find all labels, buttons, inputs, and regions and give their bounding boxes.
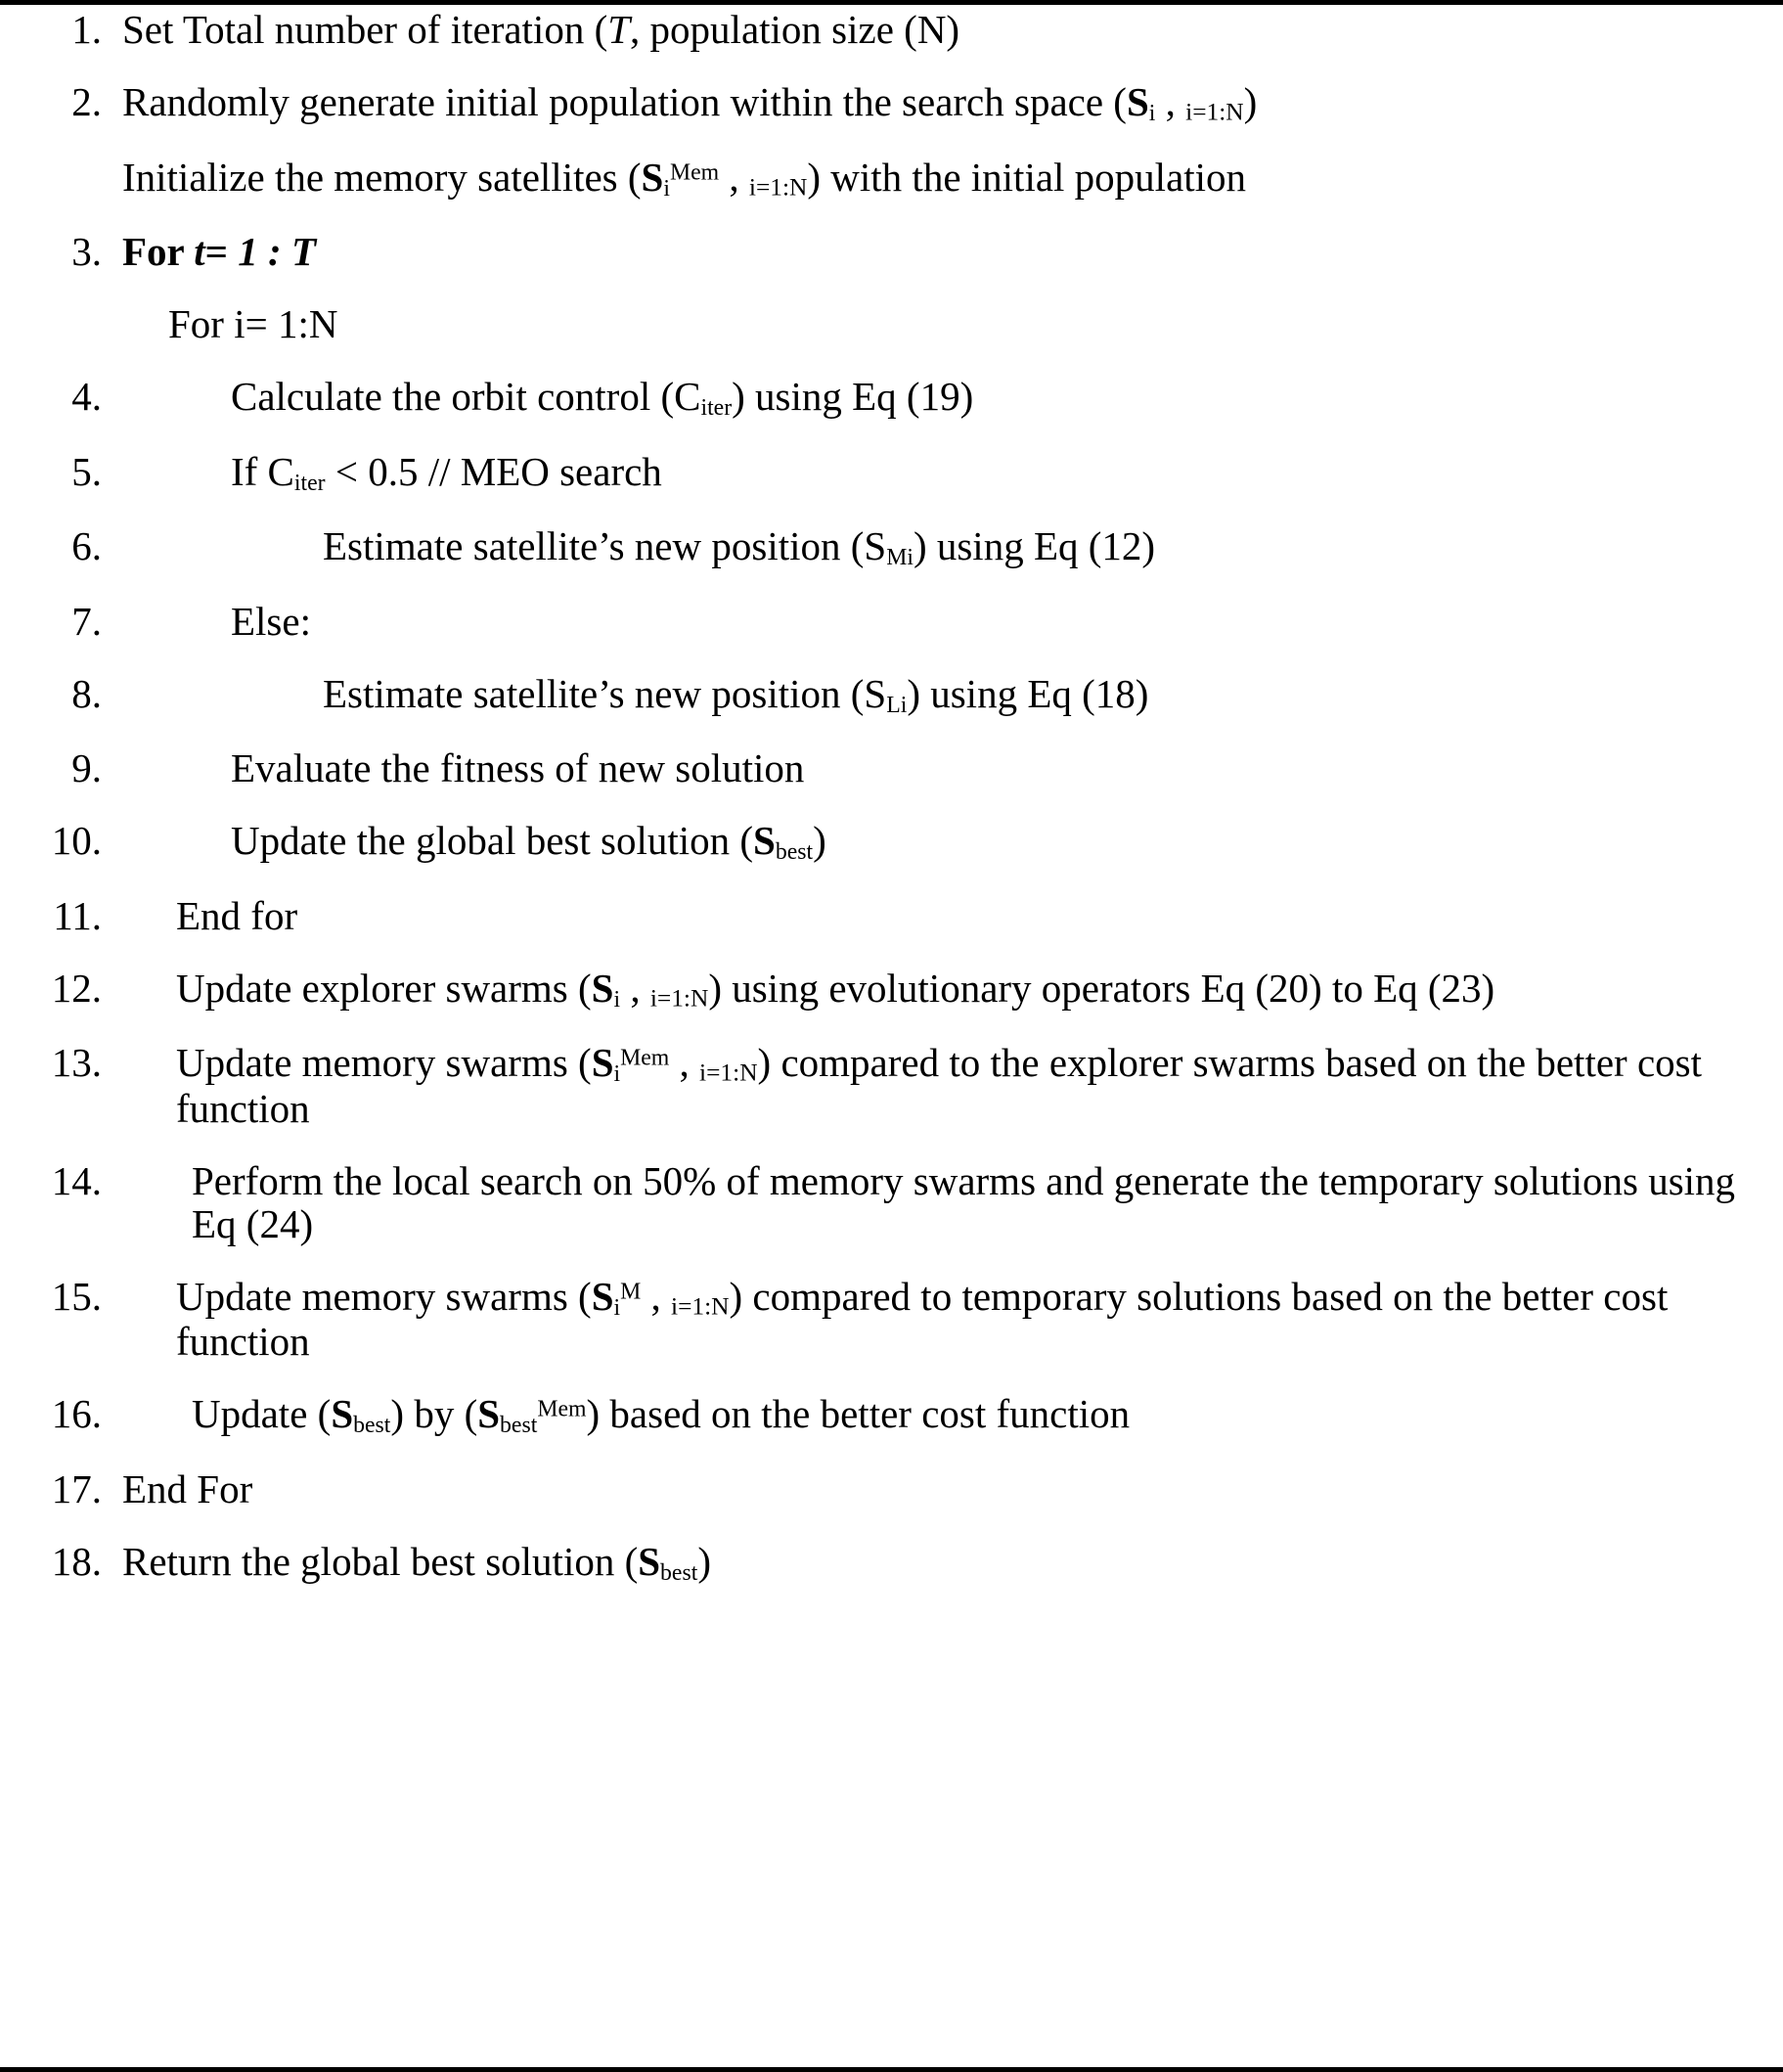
list-item bbox=[0, 598, 1783, 673]
symbol-s: S bbox=[591, 965, 614, 1011]
symbol-separator: , bbox=[1155, 78, 1186, 124]
step-text bbox=[176, 1042, 1783, 1131]
list-item bbox=[0, 892, 1783, 968]
step-number: 17. bbox=[51, 1465, 102, 1511]
keyword-for: For bbox=[122, 229, 195, 275]
step-text: End for bbox=[176, 892, 298, 938]
list-item bbox=[0, 1157, 1783, 1276]
math-symbol-group bbox=[1126, 78, 1258, 127]
symbol-subscript: best bbox=[660, 1559, 698, 1586]
list-item bbox=[0, 373, 1783, 451]
bottom-rule-divider bbox=[0, 2067, 1783, 2072]
symbol-separator: , bbox=[669, 1040, 700, 1086]
step-text-part: Initialize the memory satellites ( bbox=[122, 154, 642, 200]
loop-range: 1 : T bbox=[238, 229, 316, 275]
symbol-close-paren: ) bbox=[1243, 78, 1258, 124]
step-text-part: ) based on the better cost function bbox=[586, 1391, 1131, 1437]
symbol-s: S bbox=[638, 1538, 661, 1584]
list-item bbox=[0, 154, 1783, 232]
symbol-subscript: i bbox=[663, 175, 670, 202]
equals-sign: = bbox=[204, 229, 239, 275]
symbol-s: S bbox=[591, 1273, 614, 1319]
symbol-index-range: i=1:N bbox=[699, 1059, 758, 1087]
list-item bbox=[0, 9, 1783, 81]
step-text-part: , population size (N) bbox=[630, 7, 960, 52]
math-symbol-group bbox=[591, 1040, 758, 1088]
symbol-separator: , bbox=[719, 154, 749, 200]
list-item bbox=[0, 303, 1783, 376]
list-item bbox=[0, 1042, 1783, 1160]
symbol-superscript: M bbox=[620, 1279, 642, 1305]
step-text-part: Randomly generate initial population within the search space ( bbox=[122, 78, 1127, 124]
step-number: 14. bbox=[51, 1157, 102, 1203]
list-item bbox=[0, 1538, 1783, 1616]
list-item bbox=[0, 965, 1783, 1043]
step-number: 9. bbox=[71, 745, 102, 791]
list-item bbox=[0, 670, 1783, 748]
step-number: 7. bbox=[71, 598, 102, 644]
list-item bbox=[0, 820, 1783, 895]
symbol-index-range: i=1:N bbox=[671, 1291, 730, 1320]
symbol-subscript: best bbox=[775, 839, 814, 866]
symbol-s: S bbox=[641, 154, 664, 200]
step-italic-variable: T bbox=[607, 7, 631, 52]
step-text-part: ) by ( bbox=[390, 1391, 478, 1437]
step-text-part: Update the global best solution ( bbox=[231, 818, 754, 864]
symbol-close-paren: ) bbox=[697, 1538, 711, 1584]
step-text-part: Calculate the orbit control (C bbox=[231, 373, 701, 419]
step-text-part: Update memory swarms ( bbox=[176, 1273, 592, 1319]
symbol-s: S bbox=[331, 1391, 354, 1437]
list-item bbox=[0, 525, 1783, 601]
step-text-part: Estimate satellite’s new position (S bbox=[323, 670, 887, 716]
step-text-part: ) using Eq (19) bbox=[732, 373, 974, 419]
step-text-part: ) using Eq (18) bbox=[907, 670, 1149, 716]
step-text-part: Estimate satellite’s new position (S bbox=[323, 523, 887, 569]
step-text-part: If C bbox=[231, 448, 294, 494]
list-item bbox=[0, 1465, 1783, 1541]
symbol-subscript: iter bbox=[700, 395, 733, 422]
list-item bbox=[0, 448, 1783, 526]
step-text-part: Update memory swarms ( bbox=[176, 1040, 592, 1086]
symbol-s: S bbox=[477, 1391, 501, 1437]
step-text bbox=[176, 1273, 1783, 1365]
step-number: 3. bbox=[71, 229, 102, 275]
step-text-part: ) compared to the explorer swarms based on the better cost function bbox=[176, 1040, 1702, 1132]
step-text: Evaluate the fitness of new solution bbox=[231, 745, 805, 791]
symbol-subscript: i bbox=[613, 986, 621, 1013]
symbol-subscript: i bbox=[613, 1061, 621, 1088]
symbol-index-range: i=1:N bbox=[748, 172, 808, 201]
math-symbol-group bbox=[642, 155, 808, 200]
step-text bbox=[231, 373, 1783, 422]
step-number: 15. bbox=[51, 1273, 102, 1319]
step-number: 18. bbox=[51, 1538, 102, 1584]
step-text bbox=[122, 231, 1783, 274]
list-item bbox=[0, 231, 1783, 303]
step-text bbox=[122, 9, 1783, 52]
math-symbol-group bbox=[592, 1274, 730, 1319]
symbol-subscript: best bbox=[353, 1413, 391, 1439]
list-item bbox=[0, 78, 1783, 157]
symbol-subscript: Mi bbox=[886, 545, 914, 571]
step-number: 2. bbox=[71, 78, 102, 124]
algorithm-step-list bbox=[0, 5, 1783, 1615]
step-number: 6. bbox=[71, 523, 102, 569]
step-text bbox=[323, 525, 1783, 571]
symbol-subscript: i bbox=[613, 1294, 621, 1321]
step-number: 1. bbox=[71, 7, 102, 52]
step-text-part: Set Total number of iteration ( bbox=[122, 7, 608, 52]
step-number: 4. bbox=[71, 373, 102, 419]
symbol-subscript: Li bbox=[886, 692, 908, 718]
step-number: 8. bbox=[71, 670, 102, 716]
step-text: Perform the local search on 50% of memory swarms and generate the temporary solutions using Eq (24) bbox=[192, 1157, 1736, 1246]
step-text-part: < 0.5 // MEO search bbox=[325, 448, 662, 494]
symbol-subscript: best bbox=[500, 1413, 538, 1439]
symbol-superscript: Mem bbox=[669, 159, 720, 186]
step-number: 10. bbox=[51, 818, 102, 864]
step-text-part: ) using evolutionary operators Eq (20) to Eq (23) bbox=[708, 965, 1495, 1011]
step-text-part: ) with the initial population bbox=[807, 154, 1247, 200]
step-text: End For bbox=[122, 1465, 253, 1511]
symbol-index-range: i=1:N bbox=[649, 984, 709, 1013]
list-item bbox=[0, 1273, 1783, 1394]
step-text-part: ) using Eq (12) bbox=[913, 523, 1156, 569]
step-number: 11. bbox=[53, 892, 102, 938]
step-number: 16. bbox=[51, 1391, 102, 1437]
step-text-part: Update ( bbox=[192, 1391, 332, 1437]
symbol-s: S bbox=[753, 818, 776, 864]
symbol-separator: , bbox=[641, 1273, 672, 1319]
step-text: Else: bbox=[231, 598, 311, 644]
loop-variable: t bbox=[194, 229, 205, 275]
symbol-subscript: i bbox=[1148, 101, 1156, 127]
step-number: 5. bbox=[71, 448, 102, 494]
step-text bbox=[231, 448, 1783, 497]
step-number: 13. bbox=[51, 1040, 102, 1086]
step-text-part: Return the global best solution ( bbox=[122, 1538, 639, 1584]
step-text bbox=[231, 820, 1783, 866]
step-text-part: ) compared to temporary solutions based on the better cost function bbox=[176, 1273, 1669, 1365]
symbol-s: S bbox=[1126, 78, 1149, 124]
list-item bbox=[0, 747, 1783, 820]
symbol-separator: , bbox=[620, 965, 650, 1011]
math-symbol-group bbox=[592, 966, 709, 1011]
symbol-s: S bbox=[591, 1040, 614, 1086]
list-item bbox=[0, 1393, 1783, 1468]
step-text bbox=[122, 154, 1783, 203]
step-text bbox=[323, 670, 1783, 719]
step-number: 12. bbox=[51, 965, 102, 1011]
symbol-close-paren: ) bbox=[813, 818, 826, 864]
step-text: For i= 1:N bbox=[168, 301, 338, 347]
symbol-superscript: Mem bbox=[537, 1396, 587, 1422]
symbol-superscript: Mem bbox=[620, 1046, 670, 1071]
step-text bbox=[192, 1393, 1783, 1439]
step-text bbox=[122, 1538, 1783, 1587]
symbol-subscript: iter bbox=[293, 470, 326, 496]
step-text bbox=[176, 965, 1783, 1013]
symbol-index-range: i=1:N bbox=[1185, 98, 1244, 126]
step-text-part: Update explorer swarms ( bbox=[176, 965, 592, 1011]
step-text bbox=[122, 78, 1783, 127]
